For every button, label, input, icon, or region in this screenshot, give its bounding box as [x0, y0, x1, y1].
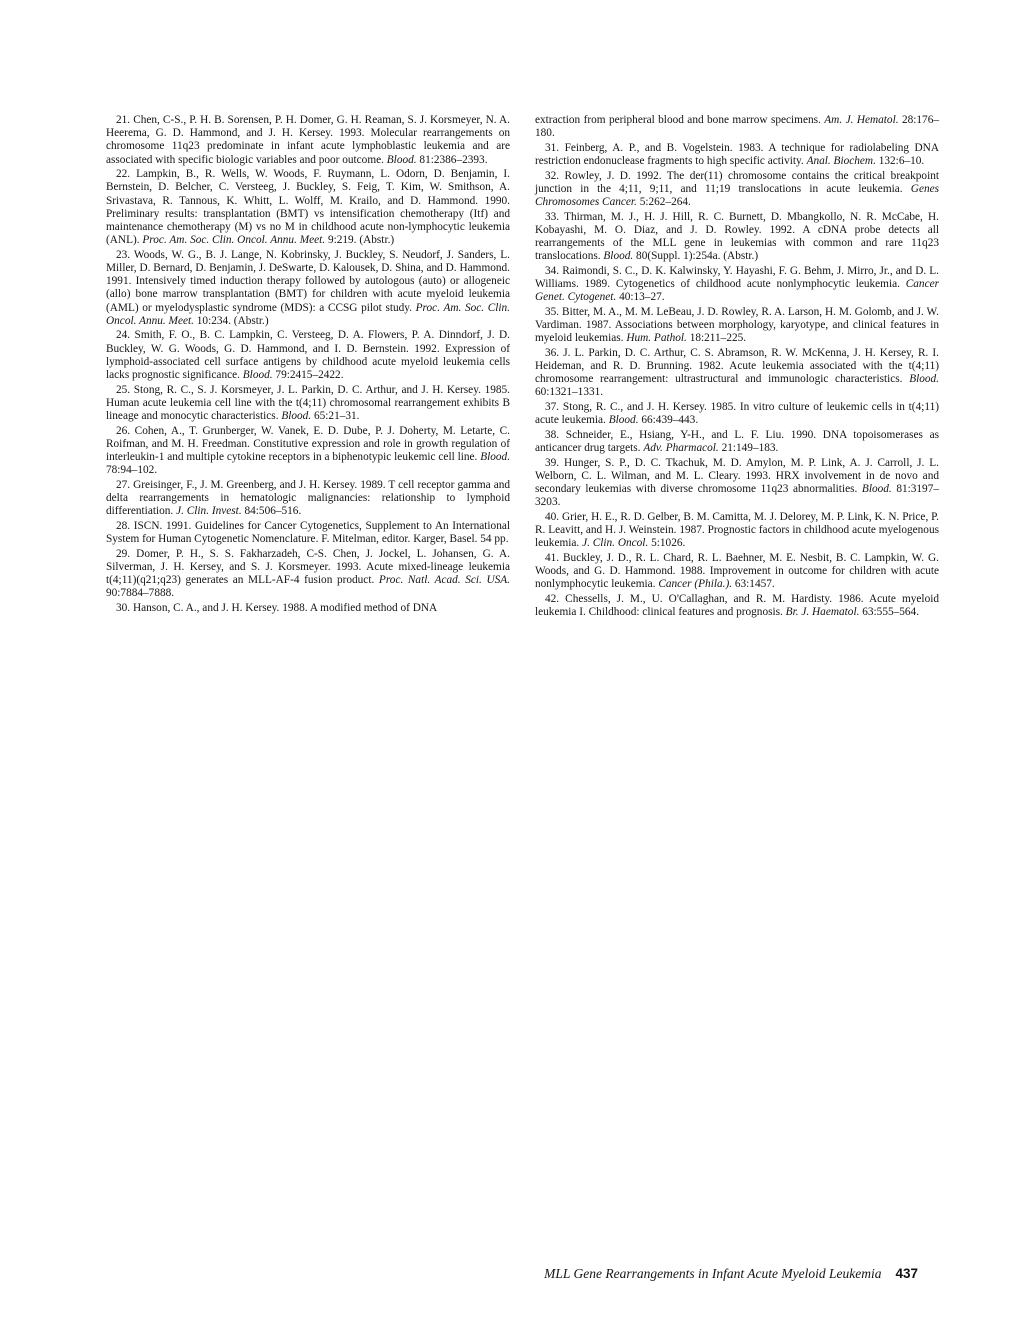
reference-item: 37. Stong, R. C., and J. H. Kersey. 1985. In vitro culture of leukemic cells in t(4;11) acute leukemia. Blood. 66:439–443. — [535, 401, 939, 427]
reference-item: 30. Hanson, C. A., and J. H. Kersey. 1988. A modified method of DNA — [116, 601, 438, 614]
reference-item: 28. ISCN. 1991. Guidelines for Cancer Cytogenetics, Supplement to An International System for Human Cytogenetic Nomenclature. F. Mitelman, editor. Karger, Basel. 54 pp. — [106, 519, 510, 546]
reference-item: 40. Grier, H. E., R. D. Gelber, B. M. Camitta, M. J. Delorey, M. P. Link, K. N. Price, P. R. Leavitt, and H. J. Weinstein. 1987. Prognostic factors in childhood acute myelogenous leukemia. J. Clin. Oncol. 5:1026. — [535, 510, 939, 550]
reference-item: 21. Chen, C-S., P. H. B. Sorensen, P. H. Domer, G. H. Reaman, S. J. Korsmeyer, N. A. Heerema, G. D. Hammond, and J. H. Kersey. 1993. Molecular rearrangements on chromosome 11q23 predominate in infant acute lymphoblastic leukemia and are associated with specific biologic variables and poor outcome. Blood. 81:2386–2393. — [106, 114, 510, 166]
reference-item: 26. Cohen, A., T. Grunberger, W. Vanek, E. D. Dube, P. J. Doherty, M. Letarte, C. Roifman, and M. H. Freedman. Constitutive expression and role in growth regulation of interleukin-1 and multiple cytokine receptors in a biphenotypic leukemic cell line. Blood. 78:94–102. — [106, 424, 511, 477]
reference-item: 23. Woods, W. G., B. J. Lange, N. Kobrinsky, J. Buckley, S. Neudorf, J. Sanders, L. Miller, D. Bernard, D. Benjamin, J. DeSwarte, D. Kalousek, D. Shina, and D. Hammond. 1991. Intensively timed induction therapy followed by autologous (auto) or allogeneic (allo) bone marrow transplantation (BMT) for children with acute myeloid leukemia (AML) or myelodysplastic syndrome (MDS): a CCSG pilot study. Proc. Am. Soc. Clin. Oncol. Annu. Meet. 10:234. (Abstr.) — [106, 248, 511, 327]
reference-item: 35. Bitter, M. A., M. M. LeBeau, J. D. Rowley, R. A. Larson, H. M. Golomb, and J. W. Vardiman. 1987. Associations between morphology, karyotype, and clinical features in myeloid leukemias. Hum. Pathol. 18:211–225. — [535, 305, 939, 345]
reference-item: 42. Chessells, J. M., U. O'Callaghan, and R. M. Hardisty. 1986. Acute myeloid leukemia I. Childhood: clinical features and prognosis. Br. J. Haematol. 63:555–564. — [535, 592, 939, 618]
references-left-column — [106, 114, 510, 616]
reference-item: 27. Greisinger, F., J. M. Greenberg, and J. H. Kersey. 1989. T cell receptor gamma and delta rearrangements in hematologic malignancies: relationship to lymphoid differentiation. J. Clin. Invest. 84:506–516. — [106, 478, 511, 518]
reference-item: 33. Thirman, M. J., H. J. Hill, R. C. Burnett, D. Mbangkollo, N. R. McCabe, H. Kobayashi, M. O. Diaz, and J. D. Rowley. 1992. A cDNA probe detects all rearrangements of the MLL gene in leukemias with common and rare 11q23 translocations. Blood. 80(Suppl. 1):254a. (Abstr.) — [535, 210, 939, 263]
reference-item: 25. Stong, R. C., S. J. Korsmeyer, J. L. Parkin, D. C. Arthur, and J. H. Kersey. 1985. Human acute leukemia cell line with the t(4;11) chromosomal rearrangement exhibits B lineage and monocytic characteristics. Blood. 65:21–31. — [106, 383, 510, 423]
reference-item: 31. Feinberg, A. P., and B. Vogelstein. 1983. A technique for radiolabeling DNA restriction endonuclease fragments to high specific activity. Anal. Biochem. 132:6–10. — [535, 141, 939, 167]
reference-item: 22. Lampkin, B., R. Wells, W. Woods, F. Ruymann, L. Odorn, D. Benjamin, I. Bernstein, D. Belcher, C. Versteeg, J. Buckley, S. Feig, T. Kim, W. Smithson, A. Srivastava, R. Tannous, K. Whitt, L. Wolff, M. Krailo, and D. Hammond. 1990. Preliminary results: transplantation (BMT) vs intensification chemotherapy (Itf) and maintenance chemotherapy (M) vs no M in childhood acute non-lymphocytic leukemia (ANL). Proc. Am. Soc. Clin. Oncol. Annu. Meet. 9:219. (Abstr.) — [106, 168, 510, 247]
reference-item: 24. Smith, F. O., B. C. Lampkin, C. Versteeg, D. A. Flowers, P. A. Dinndorf, J. D. Buckley, W. G. Woods, G. D. Hammond, and I. D. Bernstein. 1992. Expression of lymphoid-associated cell surface antigens by childhood acute myeloid leukemia cells lacks prognostic significance. Blood. 79:2415–2422. — [106, 329, 510, 382]
page-number: 437 — [895, 1266, 918, 1281]
reference-item: 41. Buckley, J. D., R. L. Chard, R. L. Baehner, M. E. Nesbit, B. C. Lampkin, W. G. Woods, and G. D. Hammond. 1988. Improvement in outcome for children with acute nonlymphocytic leukemia. Cancer (Phila.). 63:1457. — [535, 551, 939, 591]
page-footer — [106, 1266, 918, 1282]
reference-item: 36. J. L. Parkin, D. C. Arthur, C. S. Abramson, R. W. McKenna, J. H. Kersey, R. I. Heideman, and R. D. Brunning. 1982. Acute leukemia associated with the t(4;11) chromosome rearrangement: ultrastructural and immunologic characteristics. Blood. 60:1321–1331. — [535, 346, 940, 399]
references-right-column — [535, 114, 939, 621]
reference-item: 34. Raimondi, S. C., D. K. Kalwinsky, Y. Hayashi, F. G. Behm, J. Mirro, Jr., and D. L. Williams. 1989. Cytogenetics of childhood acute nonlymphocytic leukemia. Cancer Genet. Cytogenet. 40:13–27. — [535, 264, 939, 304]
reference-item: 38. Schneider, E., Hsiang, Y-H., and L. F. Liu. 1990. DNA topoisomerases as anticancer drug targets. Adv. Pharmacol. 21:149–183. — [535, 428, 939, 454]
reference-item: 29. Domer, P. H., S. S. Fakharzadeh, C-S. Chen, J. Jockel, L. Johansen, G. A. Silverman, J. H. Kersey, and S. J. Korsmeyer. 1993. Acute mixed-lineage leukemia t(4;11)(q21;q23) generates an MLL-AF-4 fusion product. Proc. Natl. Acad. Sci. USA. 90:7884–7888. — [106, 547, 511, 600]
running-title: MLL Gene Rearrangements in Infant Acute Myeloid Leukemia — [544, 1266, 882, 1281]
reference-item: 32. Rowley, J. D. 1992. The der(11) chromosome contains the critical breakpoint junction in the 4;11, 9;11, and 11;19 translocations in acute leukemia. Genes Chromosomes Cancer. 5:262–264. — [535, 169, 940, 208]
reference-item: 39. Hunger, S. P., D. C. Tkachuk, M. D. Amylon, M. P. Link, A. J. Carroll, J. L. Welborn, C. L. Wilman, and M. L. Cleary. 1993. HRX involvement in de novo and secondary leukemias with diverse chromosome 11q23 abnormalities. Blood. 81:3197–3203. — [535, 456, 940, 509]
reference-item-continued: extraction from peripheral blood and bone marrow specimens. Am. J. Hematol. 28:176–180. — [535, 114, 939, 140]
